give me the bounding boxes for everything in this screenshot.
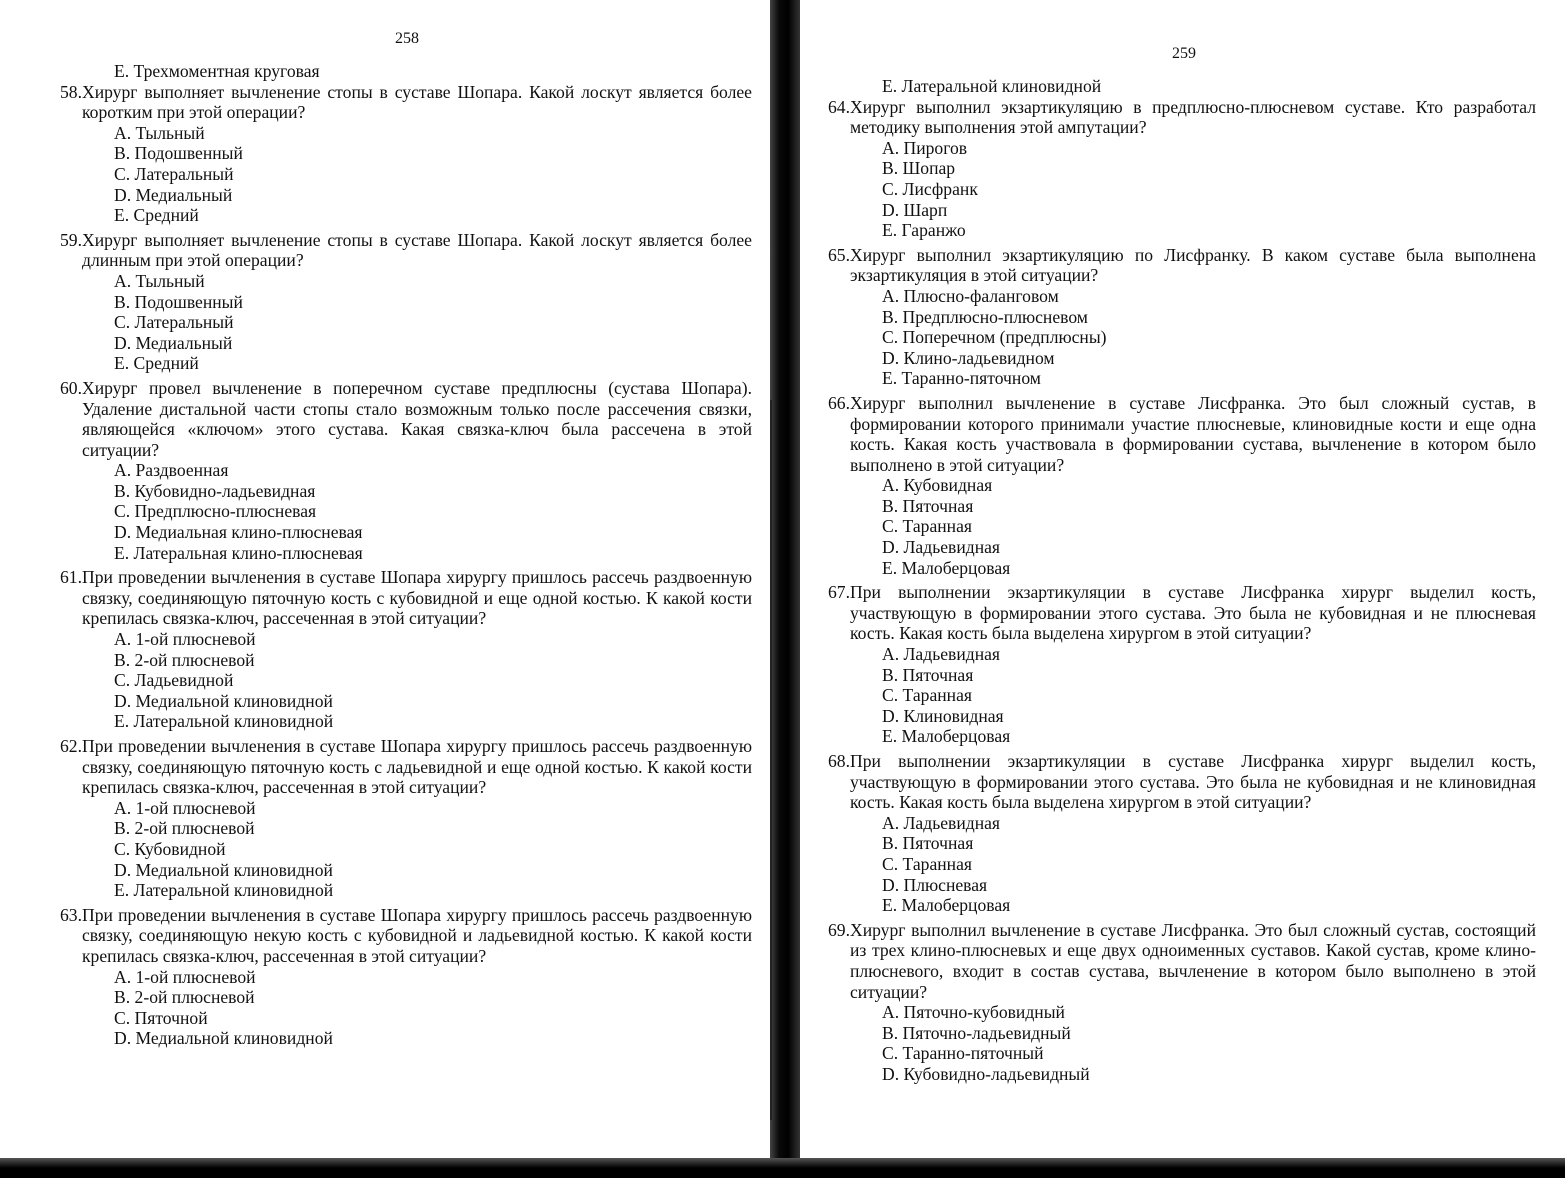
question-head xyxy=(828,751,1536,813)
question-head xyxy=(60,905,752,967)
answer-option: D. Медиальная клино-плюсневая xyxy=(114,522,363,543)
answer-option: B. Подошвенный xyxy=(114,291,243,312)
question-text: Хирург выполнил экзартикуляцию в предплюсно-плюсневом суставе. Кто разработал методику выполнения этой ампутации? xyxy=(850,96,1536,138)
answer-option: A. Плюсно-фаланговом xyxy=(882,285,1059,306)
lead-option: E. Латеральной клиновидной xyxy=(882,76,1102,96)
question-head xyxy=(828,97,1536,138)
question-item xyxy=(828,920,1536,1085)
answer-option: B. Подошвенный xyxy=(114,143,243,164)
answer-option: E. Средний xyxy=(114,205,199,226)
scan-bottom-edge xyxy=(0,1158,1565,1178)
question-number: 68. xyxy=(828,751,850,771)
answer-option: A. 1-ой плюсневой xyxy=(114,629,256,650)
page-number-left: 258 xyxy=(395,30,419,47)
answer-option: B. Кубовидно-ладьевидная xyxy=(114,480,316,501)
answer-option: C. Латеральный xyxy=(114,163,234,184)
right-page xyxy=(800,0,1565,1160)
answer-option: D. Медиальной клиновидной xyxy=(114,690,333,711)
question-number: 66. xyxy=(828,392,850,413)
answer-option: B. 2-ой плюсневой xyxy=(114,649,255,670)
answer-option: C. Таранно-пяточный xyxy=(882,1043,1044,1064)
answer-option: B. Предплюсно-плюсневом xyxy=(882,306,1088,327)
answer-option: A. 1-ой плюсневой xyxy=(114,797,256,818)
question-head xyxy=(60,230,752,271)
answer-option: A. Кубовидная xyxy=(882,475,993,496)
answer-option: B. Пяточная xyxy=(882,664,974,685)
question-number: 67. xyxy=(828,582,850,603)
question-head xyxy=(60,736,752,798)
question-number: 58. xyxy=(60,81,82,102)
answer-option: D. Медиальной клиновидной xyxy=(114,859,333,880)
question-text: Хирург выполняет вычленение стопы в суставе Шопара. Какой лоскут является более длинным при этой операции? xyxy=(82,229,752,271)
answer-option: B. Шопар xyxy=(882,158,956,179)
answer-option: D. Кубовидно-ладьевидный xyxy=(882,1063,1090,1084)
answer-option: D. Ладьевидная xyxy=(882,537,1001,558)
question-text: При выполнении экзартикуляции в суставе Лисфранка хирург выделил кость, участвующую в формировании этого сустава. Это была не кубовидная и не клиновидная кость. Какая кость была выделена хирургом в этой ситуации? xyxy=(850,751,1536,813)
question-text: Хирург выполнил вычленение в суставе Лисфранка. Это был сложный сустав, в формировании которого принимали участие плюсневые, клиновидные кости и еще одна кость. Какая кость участвовала в формировании сустава, вычленение в котором было выполнено в этой ситуации? xyxy=(850,392,1536,475)
answer-option: D. Медиальный xyxy=(114,332,233,353)
answer-option: A. Раздвоенная xyxy=(114,460,229,481)
question-text: При проведении вычленения в суставе Шопара хирургу пришлось рассечь раздвоенную связку, соединяющую пяточную кость с кубовидной и еще одной костью. К какой кости крепилась связка-ключ, рассеченная в этой ситуации? xyxy=(82,567,752,629)
question-head xyxy=(828,245,1536,286)
question-list xyxy=(60,82,752,1049)
answer-option: A. Пяточно-кубовидный xyxy=(882,1002,1065,1023)
answer-option: C. Предплюсно-плюсневая xyxy=(114,501,317,522)
question-number: 59. xyxy=(60,229,82,250)
answer-option: C. Пяточной xyxy=(114,1007,208,1028)
question-item xyxy=(60,567,752,732)
answer-option: B. 2-ой плюсневой xyxy=(114,818,255,839)
answer-option: C. Латеральный xyxy=(114,312,234,333)
answer-option: C. Лисфранк xyxy=(882,178,978,199)
answer-option: E. Средний xyxy=(114,353,199,374)
question-text: Хирург провел вычленение в поперечном суставе предплюсны (сустава Шопара). Удаление дистальной части стопы стало возможным только после рассечения связки, являющейся «ключом» этого сустава. Какая связка-ключ была рассечена в этой ситуации? xyxy=(82,377,752,460)
question-number: 65. xyxy=(828,244,850,265)
answer-option: D. Клиновидная xyxy=(882,705,1004,726)
question-head xyxy=(60,378,752,460)
answer-option: C. Таранная xyxy=(882,516,972,537)
right-page-content xyxy=(828,76,1536,1089)
question-item xyxy=(60,82,752,226)
answer-option: D. Медиальный xyxy=(114,184,233,205)
answer-option: C. Кубовидной xyxy=(114,838,226,859)
answer-option: E. Гаранжо xyxy=(882,220,966,241)
question-text: Хирург выполняет вычленение стопы в суставе Шопара. Какой лоскут является более коротким при этой операции? xyxy=(82,81,752,123)
answer-option: E. Латеральной клиновидной xyxy=(114,711,334,732)
answer-option: A. Ладьевидная xyxy=(882,812,1001,833)
answer-option: C. Таранная xyxy=(882,853,972,874)
answer-option: E. Малоберцовая xyxy=(882,895,1011,916)
question-number: 61. xyxy=(60,567,82,588)
question-item xyxy=(828,97,1536,241)
answer-option: A. 1-ой плюсневой xyxy=(114,966,256,987)
answer-option: C. Таранная xyxy=(882,685,972,706)
answer-option: D. Медиальной клиновидной xyxy=(114,1028,333,1049)
answer-option: D. Шарп xyxy=(882,199,948,220)
answer-option: E. Малоберцовая xyxy=(882,557,1011,578)
question-number: 69. xyxy=(828,919,850,940)
answer-option: B. 2-ой плюсневой xyxy=(114,987,255,1008)
question-head xyxy=(828,393,1536,475)
question-item xyxy=(60,736,752,901)
answer-option: E. Латеральная клино-плюсневая xyxy=(114,542,363,563)
question-list xyxy=(828,97,1536,1085)
question-item xyxy=(828,582,1536,747)
answer-option: B. Пяточная xyxy=(882,495,974,516)
binding-line xyxy=(770,400,772,1120)
answer-option: B. Пяточно-ладьевидный xyxy=(882,1022,1071,1043)
question-item xyxy=(60,905,752,1049)
answer-option: A. Тыльный xyxy=(114,270,205,291)
question-text: Хирург выполнил экзартикуляцию по Лисфранку. В каком суставе была выполнена экзартикуляция в этой ситуации? xyxy=(850,244,1536,286)
question-head xyxy=(828,582,1536,644)
page-number-right: 259 xyxy=(1172,45,1196,62)
answer-option: C. Ладьевидной xyxy=(114,670,234,691)
question-number: 63. xyxy=(60,904,82,925)
answer-option: A. Пирогов xyxy=(882,137,968,158)
answer-option: A. Тыльный xyxy=(114,122,205,143)
answer-option: D. Плюсневая xyxy=(882,874,988,895)
question-text: Хирург выполнил вычленение в суставе Лисфранка. Это был сложный сустав, состоящий из трех клино-плюсневых и еще двух одноименных суставов. Какой сустав, кроме клино-плюсневого, входит в состав сустава, вычленение в котором было выполнено в этой ситуации? xyxy=(850,919,1536,1002)
question-head xyxy=(60,567,752,629)
question-item xyxy=(828,245,1536,389)
lead-option: E. Трехмоментная круговая xyxy=(114,61,320,81)
question-number: 62. xyxy=(60,736,82,756)
question-head xyxy=(828,920,1536,1002)
book-gutter xyxy=(770,0,800,1178)
question-item xyxy=(60,378,752,563)
left-page xyxy=(0,0,770,1160)
question-number: 60. xyxy=(60,377,82,398)
left-page-content xyxy=(60,61,752,1053)
answer-option: E. Таранно-пяточном xyxy=(882,368,1041,389)
answer-option: A. Ладьевидная xyxy=(882,644,1001,665)
answer-option: B. Пяточная xyxy=(882,833,974,854)
question-text: При проведении вычленения в суставе Шопара хирургу пришлось рассечь раздвоенную связку, соединяющую некую кость с кубовидной и ладьевидной костью. К какой кости крепилась связка-ключ, рассеченная в этой ситуации? xyxy=(82,904,752,966)
answer-option: E. Латеральной клиновидной xyxy=(114,880,334,901)
question-item xyxy=(60,230,752,374)
question-text: При проведении вычленения в суставе Шопара хирургу пришлось рассечь раздвоенную связку, соединяющую пяточную кость с ладьевидной и еще одной костью. К какой кости крепилась связка-ключ, рассеченная в этой ситуации? xyxy=(82,736,752,798)
question-text: При выполнении экзартикуляции в суставе Лисфранка хирург выделил кость, участвующую в формировании этого сустава. Это была не кубовидная и не плюсневая кость. Какая кость была выделена хирургом в этой ситуации? xyxy=(850,582,1536,644)
question-item xyxy=(828,751,1536,916)
answer-option: D. Клино-ладьевидном xyxy=(882,347,1055,368)
question-head xyxy=(60,82,752,123)
answer-option: E. Малоберцовая xyxy=(882,726,1011,747)
question-number: 64. xyxy=(828,96,850,117)
answer-option: C. Поперечном (предплюсны) xyxy=(882,327,1107,348)
question-item xyxy=(828,393,1536,578)
